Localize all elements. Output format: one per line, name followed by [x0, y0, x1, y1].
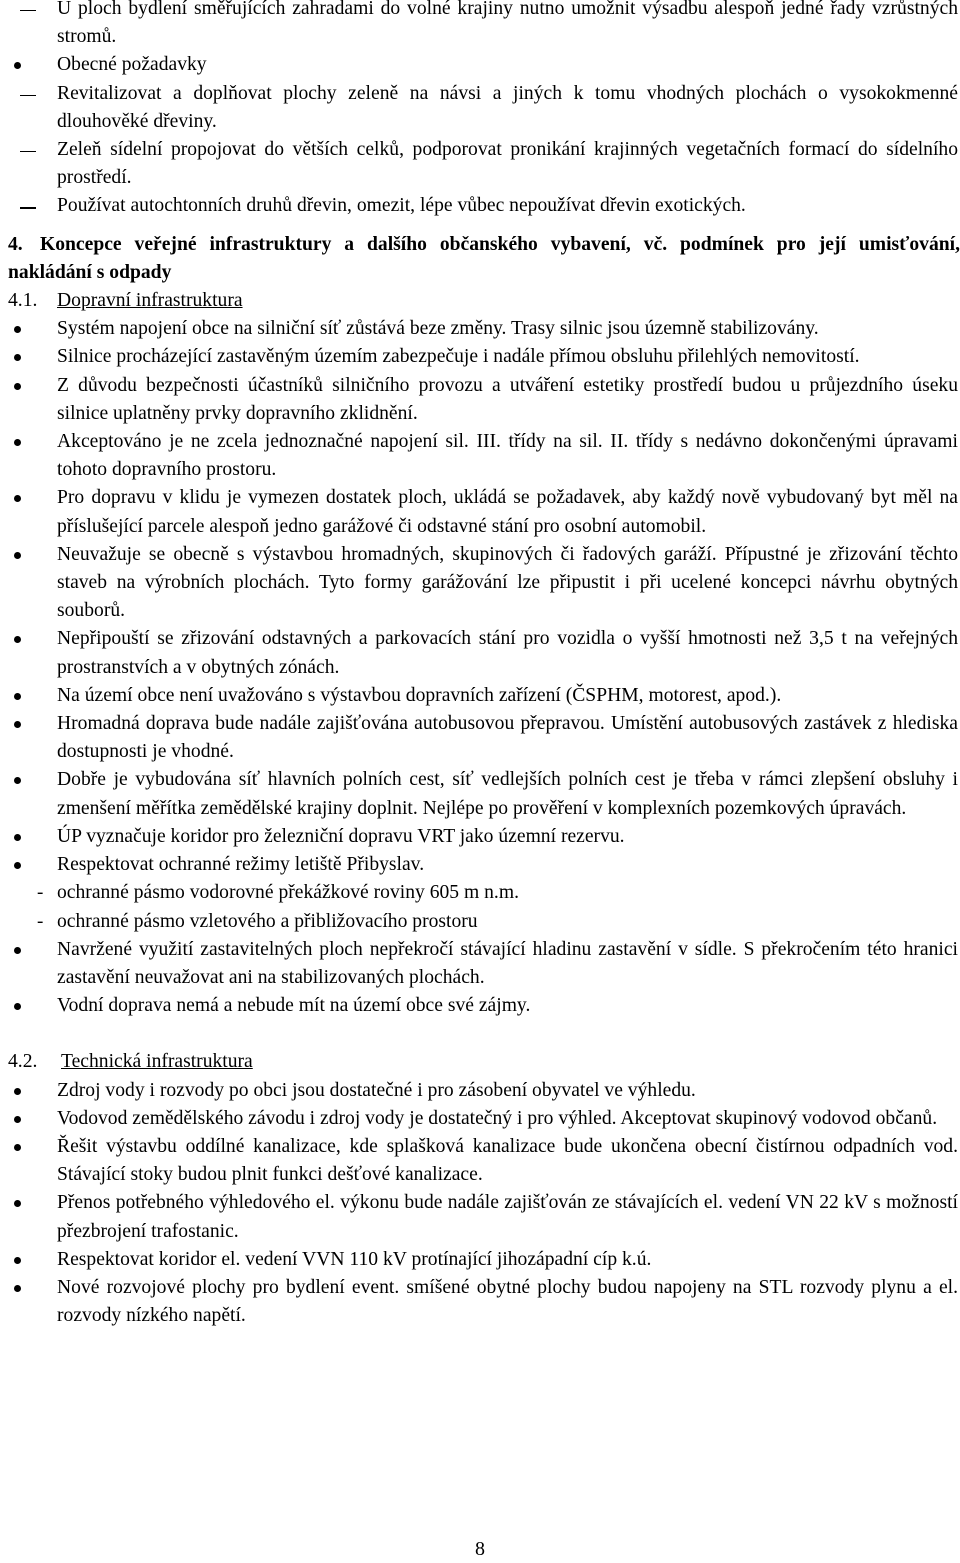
section-heading [0, 231, 960, 287]
subsection-title: Technická infrastruktura [61, 1051, 253, 1073]
list-item: Pro dopravu v klidu je vymezen dostatek ploch, ukládá se požadavek, aby každý nově vybudovaný byt měl na příslušející parcele alespoň jedno garážové či odstavné stání pro osobní automobil. [57, 487, 958, 537]
list-item: Neuvažuje se obecně s výstavbou hromadných, skupinových či řadových garáží. Přípustné je zřizování těchto staveb na výrobních plochách. Tyto formy garážování lze připustit i při ucelené koncepci návrhu obytných souborů. [57, 543, 958, 622]
list-item: Zeleň sídelní propojovat do větších celků, podporovat pronikání krajinných vegetačních formací do sídelního prostředí. [57, 139, 958, 189]
list-item: Vodovod zemědělského závodu i zdroj vody je dostatečný i pro výhled. Akceptovat skupinový vodovod občanů. [57, 1107, 938, 1129]
page-number: 8 [475, 1538, 485, 1560]
list-item: Používat autochtonních druhů dřevin, omezit, lépe vůbec nepoužívat dřevin exotických. [57, 195, 746, 217]
subsection-title: Dopravní infrastruktura [57, 290, 243, 312]
hyphen-marker: - [37, 882, 44, 904]
list-item: Systém napojení obce na silniční síť zůstává beze změny. Trasy silnic jsou územně stabilizovány. [57, 318, 819, 340]
list-subitem: - ochranné pásmo vodorovné překážkové roviny 605 m n.m. [0, 879, 960, 907]
list-item: Na území obce není uvažováno s výstavbou dopravních zařízení (ČSPHM, motorest, apod.). [57, 684, 782, 706]
list-item: Přenos potřebného výhledového el. výkonu bude nadále zajišťován ze stávajících el. vedení VN 22 kV s možností přezbrojení trafostanic. [57, 1192, 958, 1242]
subsection-number: 4.2. [8, 1051, 38, 1073]
list-item: Navržené využití zastavitelných ploch nepřekročí stávající hladinu zastavění v sídle. S překročením této hranici zastavění neuvažovat ani na stabilizovaných plochách. [57, 938, 958, 988]
list-item: Revitalizovat a doplňovat plochy zeleně na návsi a jiných k tomu vhodných plochách o vysokokmenné dlouhověké dřeviny. [57, 82, 958, 132]
list-item: Respektovat koridor el. vedení VVN 110 kV protínající jihozápadní cíp k.ú. [57, 1248, 652, 1270]
list-item: Respektovat ochranné režimy letiště Přibyslav. [57, 854, 425, 876]
subsection-heading [0, 287, 960, 315]
list-item: Řešit výstavbu oddílné kanalizace, kde splašková kanalizace bude ukončena obecní čistírnou odpadních vod. Stávající stoky budou plnit funkci dešťové kanalizace. [57, 1135, 958, 1186]
subsection-number: 4.1. [8, 290, 38, 312]
list-item: Nové rozvojové plochy pro bydlení event. smíšené obytné plochy budou napojeny na STL rozvody plynu a el. rozvody nízkého napětí. [57, 1276, 958, 1327]
section-number: 4. [8, 233, 23, 255]
list-item: Obecné požadavky [57, 54, 207, 76]
list-item: Silnice procházející zastavěným územím zabezpečuje i nadále přímou obsluhu přilehlých nemovitostí. [57, 346, 860, 368]
section-title: Koncepce veřejné infrastruktury a dalšího občanského vybavení, vč. podmínek pro její umisťování, nakládání s odpady [8, 233, 960, 283]
list-item: Vodní doprava nemá a nebude mít na území obce své zájmy. [57, 995, 531, 1017]
list-item: Zdroj vody i rozvody po obci jsou dostatečné i pro zásobení obyvatel ve výhledu. [57, 1079, 696, 1101]
list-item: U ploch bydlení směřujících zahradami do volné krajiny nutno umožnit výsadbu alespoň jedné řady vzrůstných stromů. [57, 0, 958, 48]
list-item: Nepřipouští se zřizování odstavných a parkovacích stání pro vozidla o vyšší hmotnosti než 3,5 t na veřejných prostranstvích a v obytných zónách. [57, 628, 958, 678]
list-item: Dobře je vybudována síť hlavních polních cest, síť vedlejších polních cest je třeba v rámci zlepšení obsluhy i zmenšení měřítka zemědělské krajiny doplnit. Nejlépe po prověření v komplexních pozemkových úpravách. [57, 769, 958, 819]
list-item: ÚP vyznačuje koridor pro železniční dopravu VRT jako územní rezervu. [57, 825, 625, 847]
list-item: Hromadná doprava bude nadále zajišťována autobusovou přepravou. Umístění autobusových zastávek z hlediska dostupnosti je vhodné. [57, 713, 958, 763]
list-item: Akceptováno je ne zcela jednoznačné napojení sil. III. třídy na sil. II. třídy s nedávno dokončenými úpravami tohoto dopravního prostoru. [57, 431, 958, 481]
list-subitem: - ochranné pásmo vzletového a přibližovacího prostoru [0, 908, 960, 936]
subsection-heading [0, 1048, 960, 1076]
list-item: Z důvodu bezpečnosti účastníků silničního provozu a utváření estetiky prostředí budou u průjezdního úseku silnice uplatněny prvky dopravního zklidnění. [57, 374, 958, 424]
hyphen-marker: - [37, 910, 44, 932]
